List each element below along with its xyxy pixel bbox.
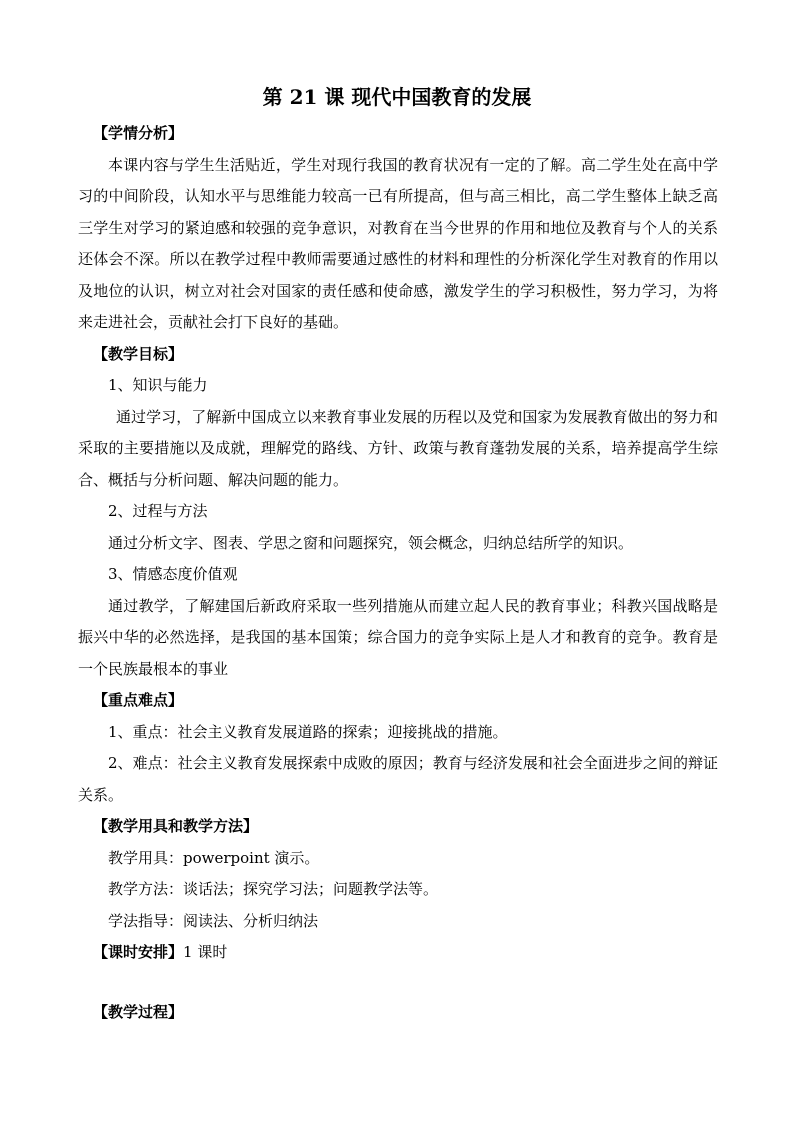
tools-line-1: 教学用具：powerpoint 演示。 (108, 848, 320, 867)
heading-teaching-goals: 【教学目标】 (93, 344, 184, 363)
goal-3-body: 通过教学，了解建国后新政府采取一些列措施从而建立起人民的教育事业；科教兴国战略是振兴中华的必然选择，是我国的基本国策；综合国力的竞争实际上是人才和教育的竞争。教育是一个民族最根本的事业 (78, 596, 718, 678)
paragraph-learning-analysis: 本课内容与学生生活贴近，学生对现行我国的教育状况有一定的了解。高二学生处在高中学习的中间阶段，认知水平与思维能力较高一已有所提高，但与高三相比，高二学生整体上缺乏高三学生对学习的紧迫感和较强的竞争意识，对教育在当今世界的作用和地位及教育与个人的关系还体会不深。所以在教学过程中教师需要通过感性的材料和理性的分析深化学生对教育的作用以及地位的认识，树立对社会对国家的责任感和使命感，激发学生的学习积极性，努力学习，为将来走进社会，贡献社会打下良好的基础。 (78, 155, 718, 331)
heading-tools-methods: 【教学用具和教学方法】 (93, 817, 259, 835)
goal-3-title: 3、情感态度价值观 (108, 565, 238, 583)
goal-2-title: 2、过程与方法 (108, 502, 208, 520)
heading-teaching-process: 【教学过程】 (93, 1002, 184, 1021)
key-point-2: 2、难点：社会主义教育发展探索中成败的原因；教育与经济发展和社会全面进步之间的辩证关系。 (78, 754, 718, 804)
document-body (78, 118, 718, 1028)
spacer (78, 969, 718, 997)
key-point-1: 1、重点：社会主义教育发展道路的探索；迎接挑战的措施。 (108, 722, 508, 741)
schedule-line (78, 937, 718, 969)
heading-key-points: 【重点难点】 (93, 691, 184, 709)
heading-learning-analysis: 【学情分析】 (93, 124, 184, 142)
goal-2-body: 通过分析文字、图表、学思之窗和问题探究，领会概念，归纳总结所学的知识。 (108, 533, 634, 552)
schedule-value: 1 课时 (183, 943, 228, 961)
tools-line-3: 学法指导：阅读法、分析归纳法 (108, 911, 319, 930)
goal-1-body: 通过学习，了解新中国成立以来教育事业发展的历程以及党和国家为发展教育做出的努力和采取的主要措施以及成就，理解党的路线、方针、政策与教育蓬勃发展的关系，培养提高学生综合、概括与分析问题、解决问题的能力。 (78, 407, 718, 489)
goal-1-title: 1、知识与能力 (108, 376, 208, 394)
heading-schedule: 【课时安排】 (93, 943, 184, 961)
lesson-title: 第 21 课 现代中国教育的发展 (262, 85, 532, 109)
tools-line-2: 教学方法：谈话法；探究学习法；问题教学法等。 (108, 880, 439, 898)
